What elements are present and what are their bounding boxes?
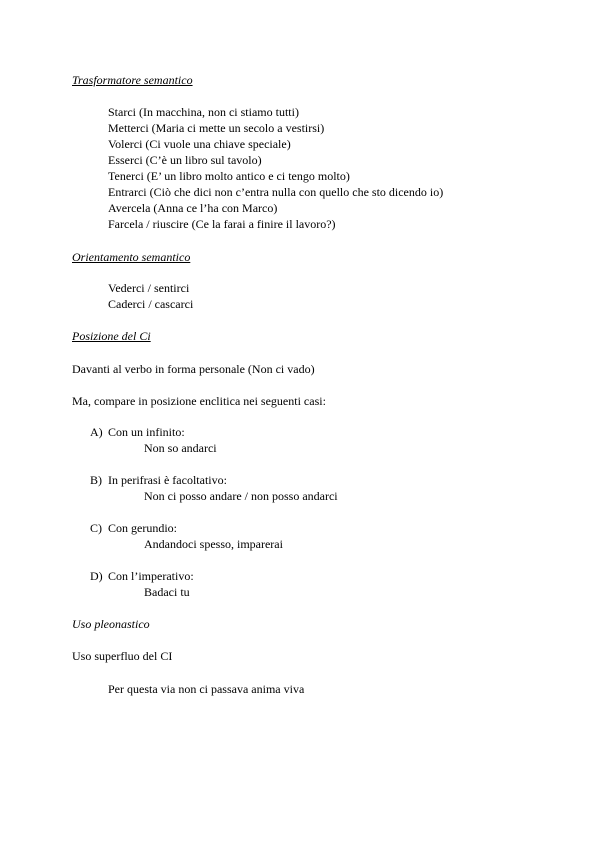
- case-label: Con gerundio:: [108, 521, 177, 535]
- case-example: Andandoci spesso, imparerai: [144, 537, 283, 551]
- case-example: Badaci tu: [144, 585, 190, 599]
- case-marker: B): [90, 473, 102, 487]
- case-marker: D): [90, 569, 103, 583]
- section-title-orientamento: Orientamento semantico: [72, 250, 191, 264]
- case-marker: C): [90, 521, 102, 535]
- section-title-pleonastico: Uso pleonastico: [72, 617, 150, 631]
- list-item: Metterci (Maria ci mette un secolo a vestirsi): [108, 121, 325, 135]
- paragraph-intro: Davanti al verbo in forma personale (Non ci vado): [72, 362, 315, 376]
- case-label: In perifrasi è facoltativo:: [108, 473, 227, 487]
- case-label: Con un infinito:: [108, 425, 185, 439]
- section-title-trasformatore: Trasformatore semantico: [72, 73, 193, 87]
- section-title-posizione: Posizione del Ci: [72, 329, 151, 343]
- list-item: Volerci (Ci vuole una chiave speciale): [108, 137, 291, 151]
- case-label: Con l’imperativo:: [108, 569, 194, 583]
- list-item: Caderci / cascarci: [108, 297, 194, 311]
- paragraph-intro: Uso superfluo del CI: [72, 649, 173, 663]
- case-marker: A): [90, 425, 103, 439]
- list-item: Esserci (C’è un libro sul tavolo): [108, 153, 262, 167]
- list-item: Avercela (Anna ce l’ha con Marco): [108, 201, 278, 215]
- example-sentence: Per questa via non ci passava anima viva: [108, 682, 305, 696]
- case-example: Non ci posso andare / non posso andarci: [144, 489, 338, 503]
- list-item: Starci (In macchina, non ci stiamo tutti): [108, 105, 299, 119]
- list-item: Tenerci (E’ un libro molto antico e ci tengo molto): [108, 169, 350, 183]
- list-item: Entrarci (Ciò che dici non c’entra nulla con quello che sto dicendo io): [108, 185, 444, 199]
- list-item: Farcela / riuscire (Ce la farai a finire il lavoro?): [108, 217, 336, 231]
- case-example: Non so andarci: [144, 441, 217, 455]
- list-item: Vederci / sentirci: [108, 281, 190, 295]
- paragraph-lead: Ma, compare in posizione enclitica nei seguenti casi:: [72, 394, 326, 408]
